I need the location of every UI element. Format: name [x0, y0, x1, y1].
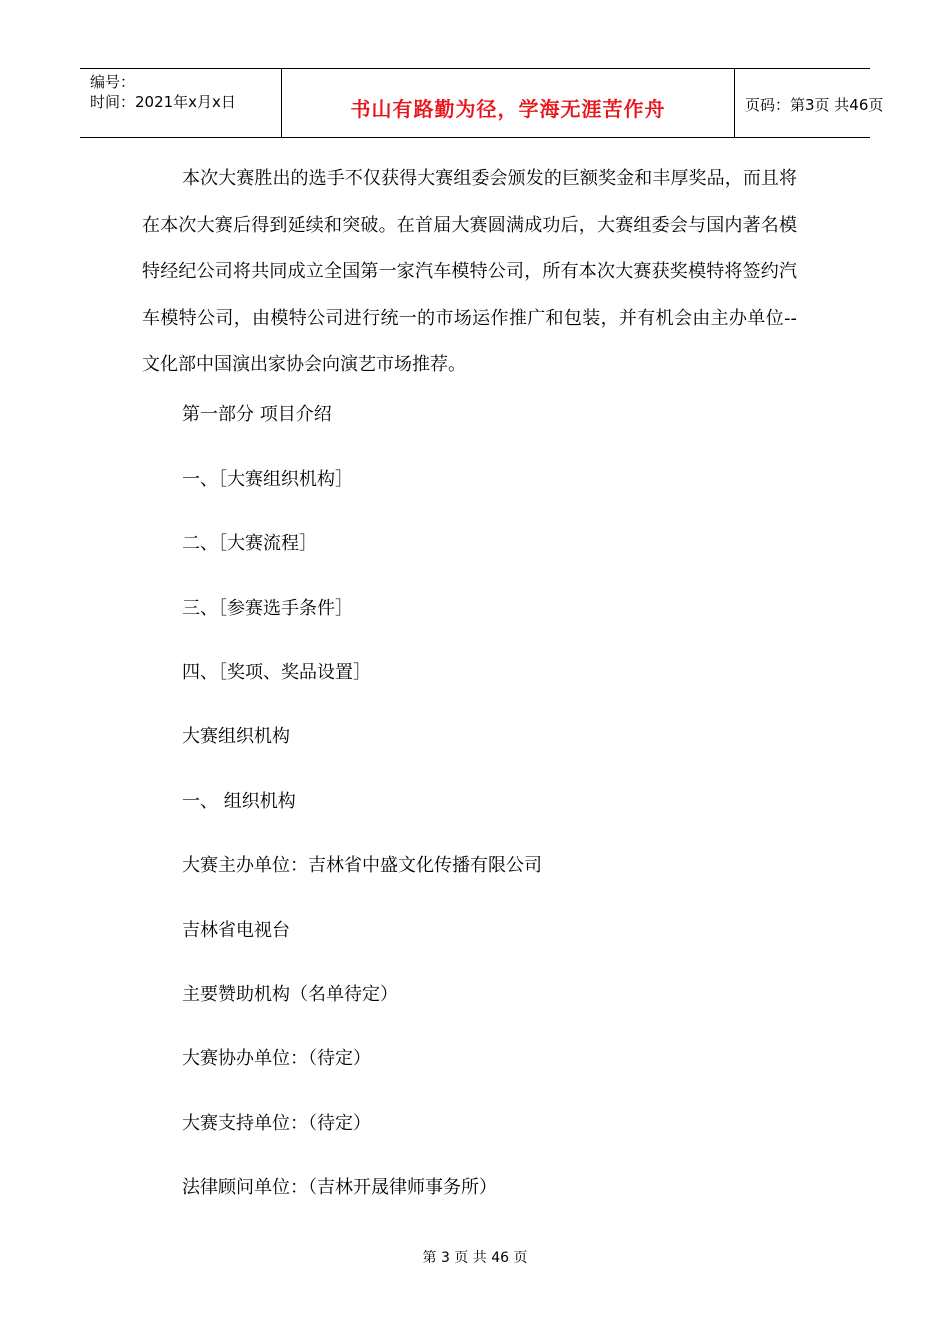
- legal-advisor-line: 法律顾问单位：（吉林开晟律师事务所）: [182, 1177, 497, 1198]
- page-info: 页码：第3页 共46页: [745, 96, 884, 114]
- toc-item-awards: 四、［奖项、奖品设置］: [182, 662, 371, 683]
- co-organizer-line: 大赛协办单位：（待定）: [182, 1048, 371, 1069]
- header-meta-cell: [80, 69, 282, 137]
- org-heading: 一、 组织机构: [182, 791, 296, 812]
- header-page-cell: [735, 69, 884, 137]
- toc-item-process: 二、［大赛流程］: [182, 533, 317, 554]
- number-label: 编号：: [90, 73, 136, 91]
- page-header: [80, 68, 884, 138]
- organizer-line: 大赛主办单位：吉林省中盛文化传播有限公司: [182, 855, 542, 876]
- toc-item-conditions: 三、［参赛选手条件］: [182, 598, 353, 619]
- supporter-line: 大赛支持单位：（待定）: [182, 1113, 371, 1134]
- subsection-title: 大赛组织机构: [182, 726, 290, 747]
- section-title: 第一部分 项目介绍: [182, 404, 332, 425]
- tv-station-line: 吉林省电视台: [182, 920, 290, 941]
- time-label: 时间：2021年x月x日: [90, 93, 236, 111]
- toc-item-organization: 一、［大赛组织机构］: [182, 469, 353, 490]
- intro-paragraph: 本次大赛胜出的选手不仅获得大赛组委会颁发的巨额奖金和丰厚奖品，而且将在本次大赛后得到延续和突破。在首届大赛圆满成功后，大赛组委会与国内著名模特经纪公司将共同成立全国第一家汽车模特公司，所有本次大赛获奖模特将签约汽车模特公司，由模特公司进行统一的市场运作推广和包装，并有机会由主办单位--文化部中国演出家协会向演艺市场推荐。: [142, 168, 797, 375]
- page-footer: 第 3 页 共 46 页: [422, 1250, 528, 1266]
- motto-text: 书山有路勤为径，学海无涯苦作舟: [350, 97, 666, 121]
- sponsor-line: 主要赞助机构（名单待定）: [182, 984, 398, 1005]
- header-motto-cell: [282, 69, 735, 137]
